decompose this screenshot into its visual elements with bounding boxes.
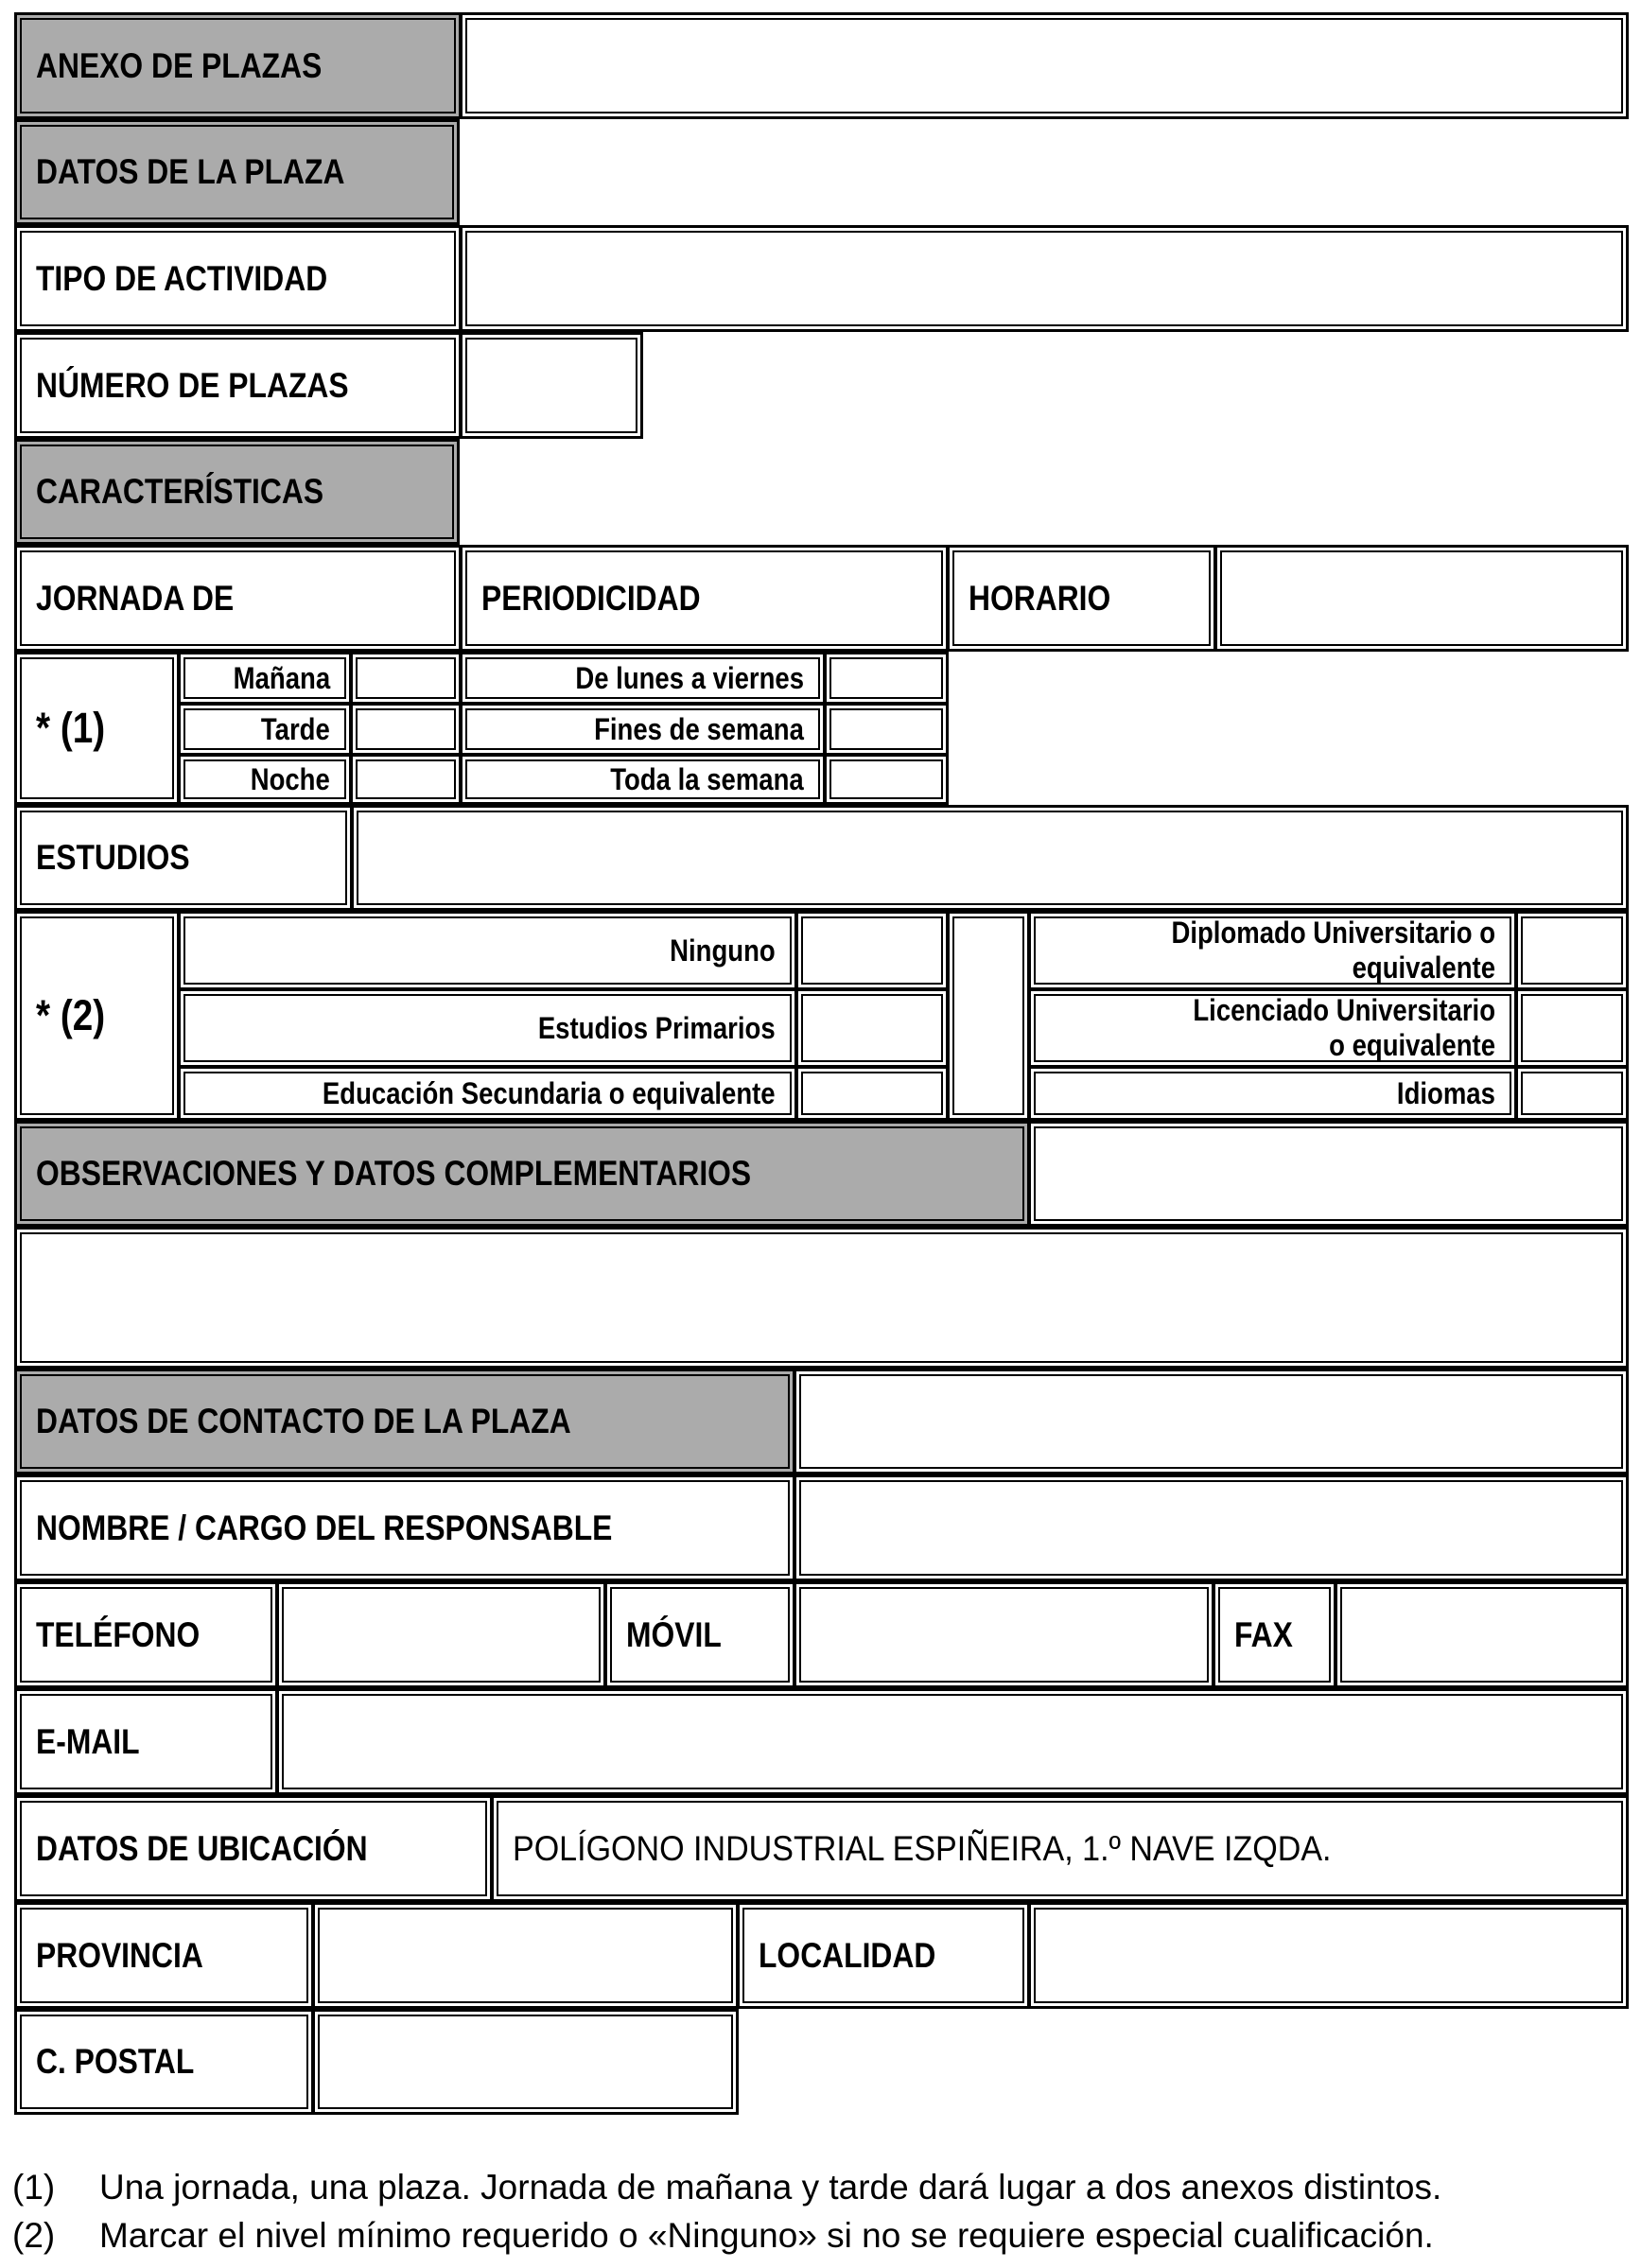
movil-label-cell [604, 1581, 795, 1688]
telefono-label: TELÉFONO [36, 1614, 201, 1654]
movil-label: MÓVIL [626, 1614, 722, 1654]
postal-field[interactable] [312, 2009, 739, 2115]
estudios-label: ESTUDIOS [36, 838, 190, 877]
tipo-actividad-label-cell [14, 225, 462, 332]
footnote-text: Marcar el nivel mínimo requerido o «Ninguno» si no se requiere especial cualificación. [99, 2216, 1434, 2255]
caracteristicas-label: CARACTERÍSTICAS [36, 472, 324, 511]
periodicidad-option-fines-semana [460, 703, 826, 756]
footnote-1 [12, 2168, 1441, 2207]
jornada-option-manana [178, 652, 352, 705]
fax-field[interactable] [1335, 1581, 1629, 1688]
ubicacion-field[interactable] [491, 1795, 1629, 1902]
horario-field[interactable] [1214, 545, 1629, 652]
estudios-label-cell [14, 805, 353, 911]
estudios-option-label: Diplomado Universitario o equivalente [1171, 916, 1495, 985]
periodicidad-option-label: De lunes a viernes [575, 660, 804, 695]
periodicidad-checkbox-lunes-viernes[interactable] [824, 652, 949, 705]
contacto-side-field[interactable] [794, 1369, 1629, 1474]
ref1-label: * (1) [36, 704, 106, 752]
periodicidad-option-toda-semana [460, 754, 826, 805]
estudios-option-diplomado [1028, 911, 1517, 990]
footnote-text: Una jornada, una plaza. Jornada de mañana y tarde dará lugar a dos anexos distintos. [99, 2168, 1442, 2207]
contacto-label: DATOS DE CONTACTO DE LA PLAZA [36, 1402, 571, 1440]
periodicidad-option-label: Fines de semana [594, 711, 804, 746]
periodicidad-label-cell [460, 545, 949, 652]
periodicidad-checkbox-toda-semana[interactable] [824, 754, 949, 805]
estudios-checkbox-idiomas[interactable] [1515, 1066, 1629, 1121]
horario-label: HORARIO [969, 578, 1111, 618]
anexo-field[interactable] [460, 12, 1629, 119]
estudios-checkbox-primarios[interactable] [795, 988, 949, 1068]
localidad-label-cell [737, 1902, 1030, 2009]
datos-plaza-label: DATOS DE LA PLAZA [36, 152, 345, 191]
datos-plaza-label-cell [14, 119, 460, 225]
jornada-option-label: Noche [250, 761, 330, 796]
estudios-option-label: Idiomas [1397, 1075, 1495, 1110]
footnote-number: (1) [12, 2168, 56, 2207]
jornada-option-label: Tarde [261, 711, 330, 746]
estudios-option-secundaria [178, 1066, 797, 1121]
observaciones-side-field[interactable] [1028, 1121, 1629, 1227]
localidad-field[interactable] [1028, 1902, 1629, 2009]
tipo-actividad-label: TIPO DE ACTIVIDAD [36, 258, 328, 298]
responsable-label: NOMBRE / CARGO DEL RESPONSABLE [36, 1508, 613, 1547]
estudios-option-label: Licenciado Universitario o equivalente [1193, 993, 1495, 1062]
periodicidad-option-label: Toda la semana [610, 761, 804, 796]
footnote-2 [12, 2216, 1434, 2256]
estudios-checkbox-secundaria[interactable] [795, 1066, 949, 1121]
ref1-cell [14, 652, 180, 805]
postal-label: C. POSTAL [36, 2042, 195, 2081]
jornada-checkbox-noche[interactable] [350, 754, 462, 805]
periodicidad-label: PERIODICIDAD [481, 578, 701, 618]
estudios-checkbox-licenciado[interactable] [1515, 988, 1629, 1068]
observaciones-label: OBSERVACIONES Y DATOS COMPLEMENTARIOS [36, 1154, 752, 1193]
jornada-checkbox-manana[interactable] [350, 652, 462, 705]
email-label-cell [14, 1688, 278, 1795]
anexo-label: ANEXO DE PLAZAS [36, 45, 323, 85]
estudios-checkbox-diplomado[interactable] [1515, 911, 1629, 990]
responsable-label-cell [14, 1474, 795, 1581]
ref2-cell [14, 911, 180, 1121]
observaciones-label-cell [14, 1121, 1030, 1227]
estudios-option-label: Ninguno [670, 933, 776, 968]
fax-label: FAX [1234, 1614, 1293, 1654]
estudios-option-primarios [178, 988, 797, 1068]
jornada-option-label: Mañana [233, 660, 330, 695]
postal-label-cell [14, 2009, 314, 2115]
jornada-label: JORNADA DE [36, 578, 235, 618]
estudios-checkbox-ninguno[interactable] [795, 911, 949, 990]
jornada-label-cell [14, 545, 462, 652]
contacto-label-cell [14, 1369, 795, 1474]
email-field[interactable] [276, 1688, 1629, 1795]
fax-label-cell [1213, 1581, 1336, 1688]
footnote-number: (2) [12, 2216, 56, 2255]
email-label: E-MAIL [36, 1721, 140, 1761]
observaciones-textarea[interactable] [14, 1227, 1629, 1369]
movil-field[interactable] [794, 1581, 1214, 1688]
anexo-label-cell [14, 12, 462, 119]
provincia-label: PROVINCIA [36, 1935, 203, 1975]
jornada-option-tarde [178, 703, 352, 756]
jornada-checkbox-tarde[interactable] [350, 703, 462, 756]
estudios-spacer [947, 911, 1030, 1121]
estudios-field[interactable] [351, 805, 1629, 911]
telefono-field[interactable] [276, 1581, 606, 1688]
jornada-option-noche [178, 754, 352, 805]
numero-plazas-label-cell [14, 332, 462, 439]
horario-label-cell [947, 545, 1216, 652]
periodicidad-checkbox-fines-semana[interactable] [824, 703, 949, 756]
estudios-option-label: Educación Secundaria o equivalente [323, 1075, 776, 1110]
provincia-field[interactable] [312, 1902, 739, 2009]
responsable-field[interactable] [794, 1474, 1629, 1581]
estudios-option-label: Estudios Primarios [538, 1010, 776, 1045]
estudios-option-ninguno [178, 911, 797, 990]
caracteristicas-label-cell [14, 439, 460, 545]
periodicidad-option-lunes-viernes [460, 652, 826, 705]
localidad-label: LOCALIDAD [759, 1935, 936, 1975]
estudios-option-licenciado [1028, 988, 1517, 1068]
provincia-label-cell [14, 1902, 314, 2009]
ubicacion-label-cell [14, 1795, 493, 1902]
estudios-option-idiomas [1028, 1066, 1517, 1121]
tipo-actividad-field[interactable] [460, 225, 1629, 332]
numero-plazas-field[interactable] [460, 332, 643, 439]
telefono-label-cell [14, 1581, 278, 1688]
ubicacion-value: POLÍGONO INDUSTRIAL ESPIÑEIRA, 1.º NAVE IZQDA. [513, 1828, 1332, 1868]
numero-plazas-label: NÚMERO DE PLAZAS [36, 365, 349, 405]
ubicacion-label: DATOS DE UBICACIÓN [36, 1828, 368, 1868]
ref2-label: * (2) [36, 991, 106, 1039]
